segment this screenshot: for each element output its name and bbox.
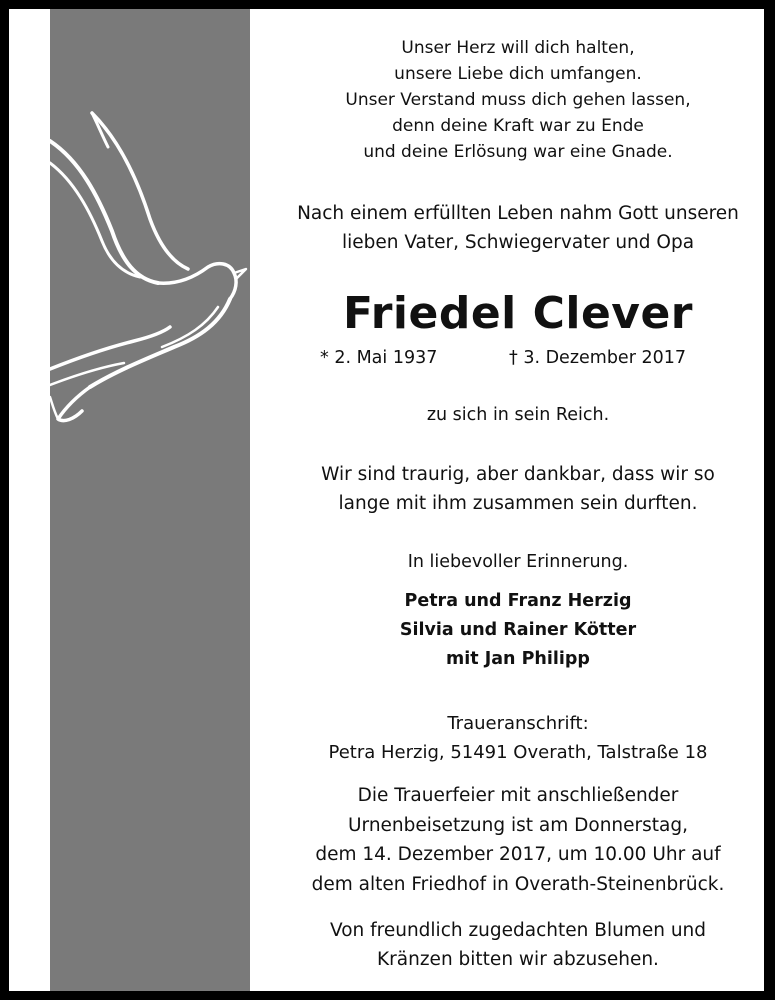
mourner-name: Silvia und Rainer Kötter [399, 620, 637, 640]
poem-line: unsere Liebe dich umfangen. [394, 64, 642, 84]
mourner-name: mit Jan Philipp [446, 649, 590, 669]
poem-line: denn deine Kraft war zu Ende [392, 116, 644, 136]
service-line: Urnenbeisetzung ist am Donnerstag, [348, 814, 688, 836]
service-line: dem alten Friedhof in Overath-Steinenbrück. [311, 873, 725, 895]
address-label: Traueranschrift: [447, 713, 589, 734]
reich-line: zu sich in sein Reich. [426, 405, 610, 425]
address-value: Petra Herzig, 51491 Overath, Talstraße 18 [328, 742, 708, 763]
poem [271, 35, 765, 165]
flowers-request [271, 916, 765, 974]
mourner-name: Petra und Franz Herzig [404, 591, 632, 611]
notice-text [271, 9, 765, 991]
intro-line: lieben Vater, Schwiegervater und Opa [341, 232, 695, 253]
mourners-list [271, 587, 765, 674]
poem-line: Unser Herz will dich halten, [401, 38, 635, 58]
service-line: dem 14. Dezember 2017, um 10.00 Uhr auf [315, 844, 721, 865]
poem-line: Unser Verstand muss dich gehen lassen, [345, 90, 691, 110]
grateful-text [271, 460, 765, 518]
service-line: Die Trauerfeier mit anschließender [357, 785, 679, 806]
flowers-line: Von freundlich zugedachten Blumen und [329, 920, 707, 941]
grateful-line: Wir sind traurig, aber dankbar, dass wir so [321, 464, 715, 485]
dove-icon [50, 101, 250, 431]
birth-date: * 2. Mai 1937 [320, 348, 438, 368]
intro-text [271, 199, 765, 257]
intro-line: Nach einem erfüllten Leben nahm Gott unseren [297, 203, 739, 224]
grateful-line: lange mit ihm zusammen sein durften. [338, 493, 698, 514]
deceased-name: Friedel Clever [342, 288, 694, 339]
poem-line: und deine Erlösung war eine Gnade. [363, 142, 673, 162]
death-date: † 3. Dezember 2017 [509, 348, 686, 368]
flowers-line: Kränzen bitten wir abzusehen. [377, 949, 659, 970]
funeral-service-info [271, 781, 765, 899]
mourning-address [271, 709, 765, 767]
memory-line: In liebevoller Erinnerung. [407, 552, 629, 572]
